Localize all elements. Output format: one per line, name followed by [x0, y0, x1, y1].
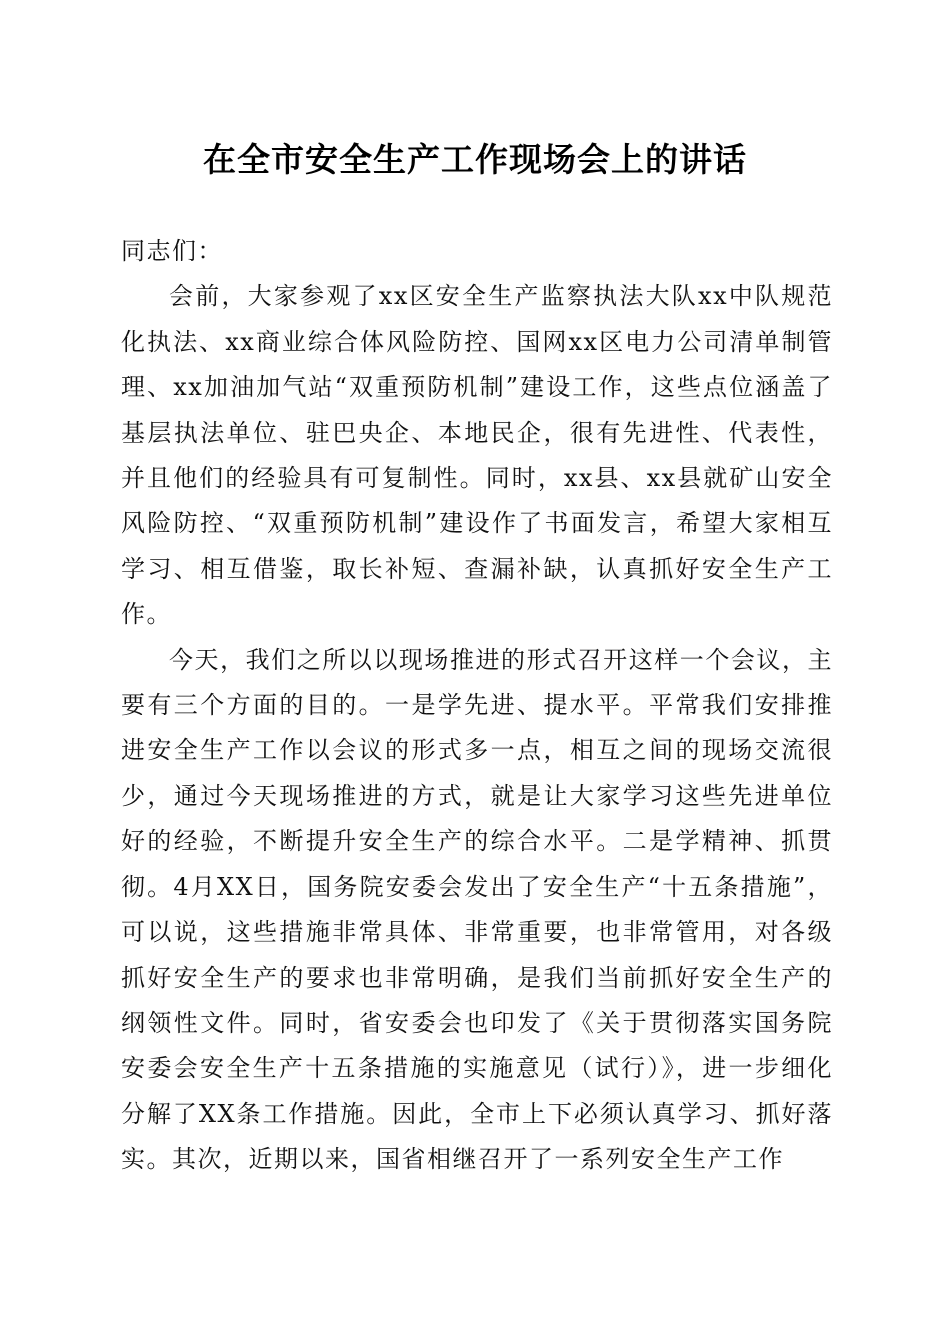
document-body: [121, 229, 833, 1183]
document-title: 在全市安全生产工作现场会上的讲话: [203, 140, 747, 179]
paragraph: 今天，我们之所以以现场推进的形式召开这样一个会议，主要有三个方面的目的。一是学先进、提水平。平常我们安排推进安全生产工作以会议的形式多一点，相互之间的现场交流很少，通过今天现场推进的方式，就是让大家学习这些先进单位好的经验，不断提升安全生产的综合水平。二是学精神、抓贯彻。4月XX日，国务院安委会发出了安全生产“十五条措施”，可以说，这些措施非常具体、非常重要，也非常管用，对各级抓好安全生产的要求也非常明确，是我们当前抓好安全生产的纲领性文件。同时，省安委会也印发了《关于贯彻落实国务院安委会安全生产十五条措施的实施意见（试行）》，进一步细化分解了XX条工作措施。因此，全市上下必须认真学习、抓好落实。其次，近期以来，国省相继召开了一系列安全生产工作: [121, 645, 833, 1174]
salutation: 同志们：: [121, 237, 223, 265]
paragraph: 会前，大家参观了xx区安全生产监察执法大队xx中队规范化执法、xx商业综合体风险防控、国网xx区电力公司清单制管理、xx加油加气站“双重预防机制”建设工作，这些点位涵盖了基层执法单位、驻巴央企、本地民企，很有先进性、代表性，并且他们的经验具有可复制性。同时，xx县、xx县就矿山安全风险防控、“双重预防机制”建设作了书面发言，希望大家相互学习、相互借鉴，取长补短、查漏补缺，认真抓好安全生产工作。: [121, 282, 833, 629]
